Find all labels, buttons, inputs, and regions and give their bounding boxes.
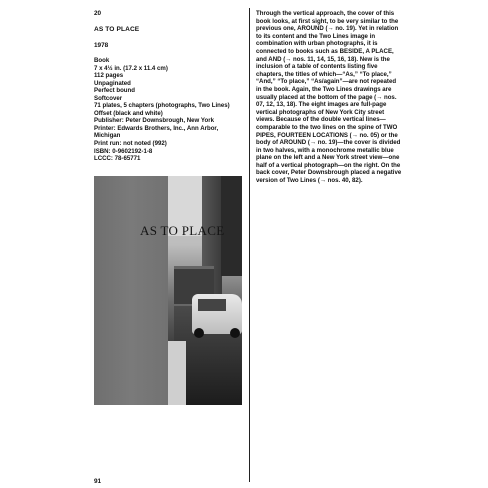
book-metadata-list bbox=[94, 57, 244, 163]
cover-title-text: AS TO PLACE bbox=[140, 223, 225, 238]
meta-line: Unpaginated bbox=[94, 79, 131, 87]
meta-line: 112 pages bbox=[94, 72, 124, 80]
meta-line: Book bbox=[94, 57, 110, 64]
book-cover-image bbox=[94, 176, 242, 405]
publication-year: 1978 bbox=[94, 42, 109, 49]
meta-line: Printer: Edwards Brothers, Inc., Ann Arbor, bbox=[94, 124, 219, 132]
meta-line: 7 x 4½ in. (17.2 x 11.4 cm) bbox=[94, 64, 168, 72]
meta-line: Perfect bound bbox=[94, 87, 135, 95]
meta-line: ISBN: 0-9602192-1-8 bbox=[94, 147, 153, 155]
entry-number: 20 bbox=[94, 10, 102, 17]
entry-title: AS TO PLACE bbox=[94, 26, 140, 33]
meta-line: Offset (black and white) bbox=[94, 109, 163, 117]
meta-line: Print run: not noted (992) bbox=[94, 140, 167, 148]
meta-line: LCCC: 78-65771 bbox=[94, 155, 141, 163]
meta-line: 71 plates, 5 chapters (photographs, Two Lines) bbox=[94, 102, 230, 110]
meta-line: Michigan bbox=[94, 132, 121, 140]
meta-line: Softcover bbox=[94, 94, 123, 102]
description-paragraph: Through the vertical approach, the cover of this book looks, at first sight, to be very similar to the previous one, AROUND (→ no. 19). Yet in relation to its content and the Two Lines image in combination with urban photographs, it is connected to books such as BESIDE, A PLACE, and AND (→ nos. 11, 14, 15, 16, 18). New is the inclusion of a table of contents listing five chapters, the titles of which—“As,” “To place,” “And,” “To place,” “As/again”—are not repeated in the book. Again, the Two Lines drawings are usually placed at the bottom of the page (→ nos. 07, 12, 13, 18). The eight images are full-page vertical photographs of New York City street views. Because of the double vertical lines—comparable to the two lines on the spine of TWO PIPES, FOURTEEN LOCATIONS (→ no. 05) or the body of AROUND (→ no. 19)—the cover is divided in two halves, with a monochrome metallic blue plane on the left and a New York street view—one half of a vertical photograph—on the right. On the back cover, Peter Downsbrough placed a negative version of Two Lines (→ nos. 40, 82). bbox=[256, 10, 402, 185]
column-divider bbox=[249, 8, 250, 482]
page-number: 91 bbox=[94, 478, 102, 485]
meta-line: Publisher: Peter Downsbrough, New York bbox=[94, 117, 214, 125]
cover-blue-plane bbox=[94, 176, 168, 405]
